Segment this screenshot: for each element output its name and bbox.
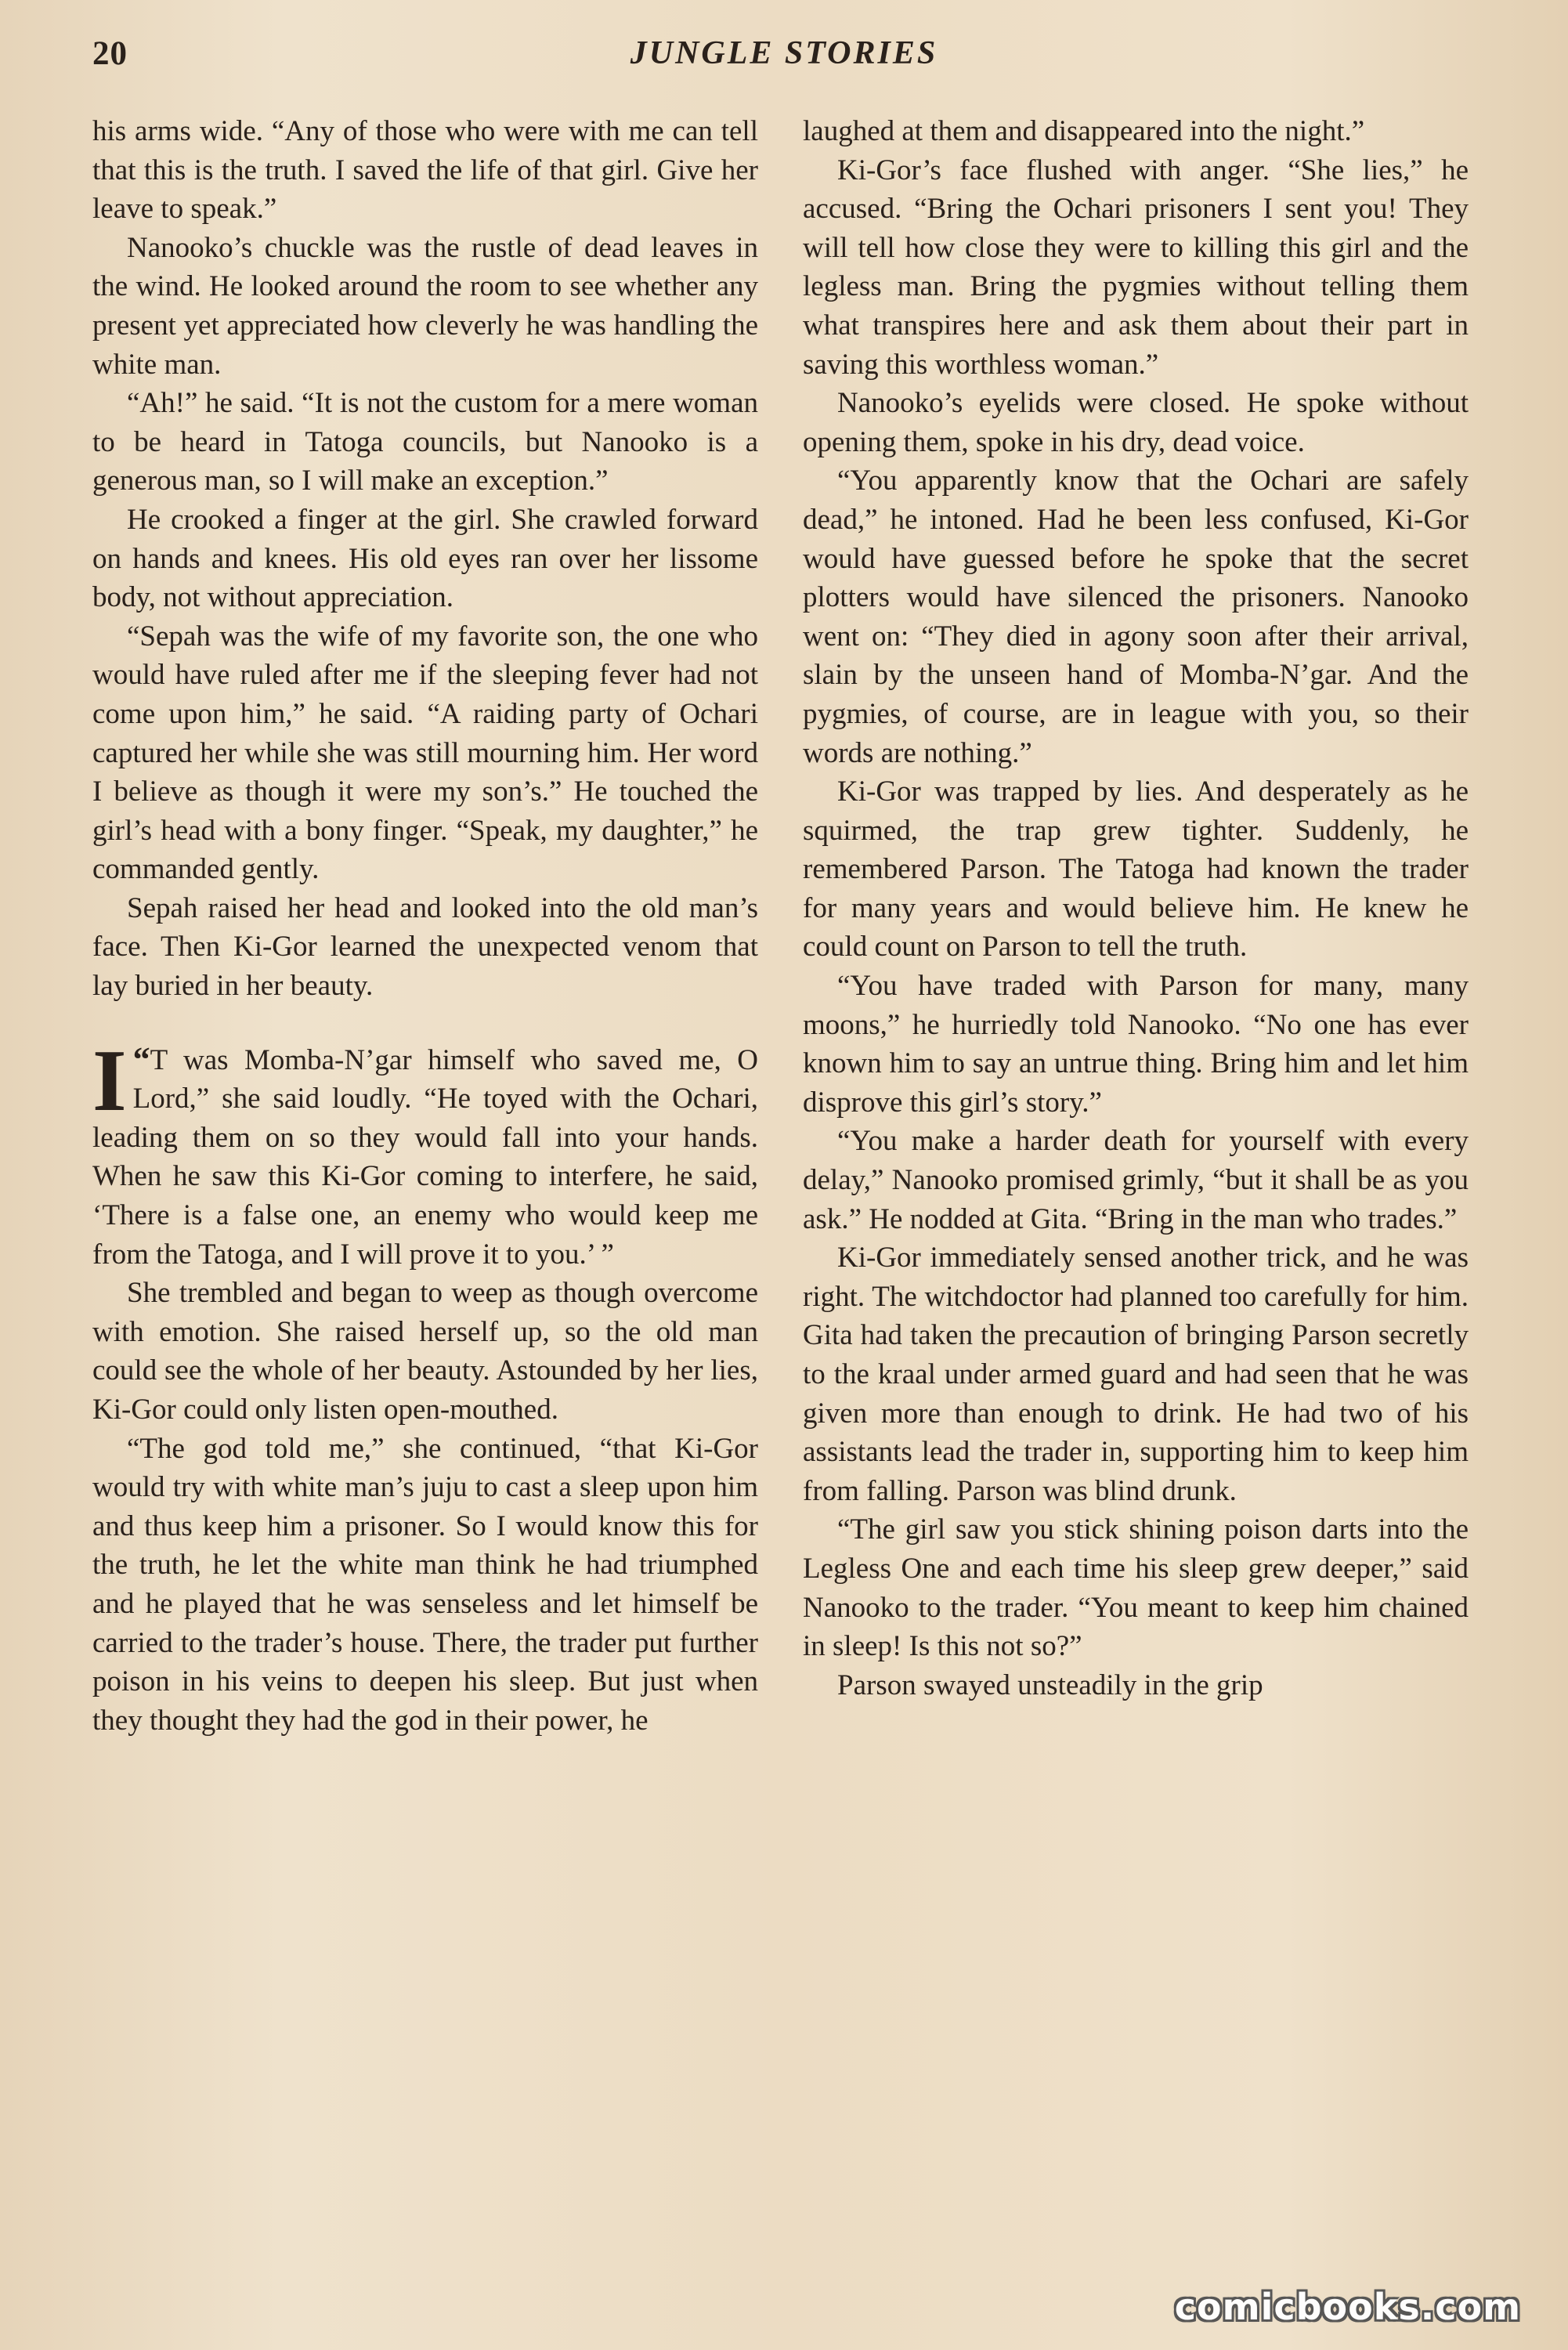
paragraph: “The god told me,” she continued, “that Ki-Gor would try with white man’s juju to cast a sleep upon him and thus keep him a prisoner. So I would know this for the truth, he let the white man think he had triumphed and he played that he was senseless and let himself be carried to the trader’s house. There, the trader put further poison in his veins to deepen his sleep. But just when they thought they had the god in their power, he [92, 1432, 758, 1737]
opening-quote-mark: “ [132, 1039, 150, 1079]
paragraph: his arms wide. “Any of those who were with me can tell that this is the truth. I saved the life of that girl. Give her leave to speak.” [92, 115, 758, 226]
drop-cap: I [92, 1032, 127, 1130]
paragraph: Ki-Gor immediately sensed another trick, and he was right. The witchdoctor had planned too carefully for him. Gita had taken the precaution of bringing Parson secretly to the kraal under armed guard and had seen that he was given more than enough to drink. He had two of his assistants lead the trader in, supporting him to keep him from falling. Parson was blind drunk. [803, 1242, 1469, 1507]
page-header [0, 34, 1568, 89]
paragraph: laughed at them and disappeared into the night.” [803, 115, 1365, 147]
paragraph: “Sepah was the wife of my favorite son, the one who would have ruled after me if the sleeping fever had not come upon him,” he said. “A raiding party of Ochari captured her while she was still mourning him. Her word I believe as though it were my son’s.” He touched the girl’s head with a bony finger. “Speak, my daughter,” he commanded gently. [92, 620, 758, 886]
site-watermark: comicbooks.com [1174, 2286, 1521, 2328]
paragraph: She trembled and began to weep as though overcome with emotion. She raised herself up, so the old man could see the whole of her beauty. Astounded by her lies, Ki-Gor could only listen open-mouthed. [92, 1277, 758, 1426]
right-column [803, 112, 1469, 1705]
paragraph: Ki-Gor was trapped by lies. And desperately as he squirmed, the trap grew tighter. Suddenly, he remembered Parson. The Tatoga had known the trader for many years and would believe him. He knew he could count on Parson to tell the truth. [803, 776, 1469, 964]
running-title: JUNGLE STORIES [630, 35, 938, 71]
paragraph: Ki-Gor’s face flushed with anger. “She lies,” he accused. “Bring the Ochari prisoners I sent you! They will tell how close they were to killing this girl and the legless man. Bring the pygmies without telling them what transpires here and ask them about their part in saving this worthless woman.” [803, 154, 1469, 381]
paragraph: Nanooko’s chuckle was the rustle of dead leaves in the wind. He looked around the room to see whether any present yet appreciated how cleverly he was handling the white man. [92, 231, 758, 381]
page-number: 20 [92, 35, 128, 72]
left-column [92, 112, 758, 1740]
paragraph: “Ah!” he said. “It is not the custom for a mere woman to be heard in Tatoga councils, but Nanooko is a generous man, so I will make an exception.” [92, 387, 758, 497]
section-opening-paragraph [92, 1032, 758, 1274]
paragraph: Nanooko’s eyelids were closed. He spoke without opening them, spoke in his dry, dead voice. [803, 387, 1469, 458]
paragraph: “You apparently know that the Ochari are safely dead,” he intoned. Had he been less confused, Ki-Gor would have guessed before he spoke that the secret plotters would have silenced the prisoners. Nanooko went on: “They died in agony soon after their arrival, slain by the unseen hand of Momba-N’gar. And the pygmies, of course, are in league with you, so their words are nothing.” [803, 465, 1469, 769]
paragraph: He crooked a finger at the girl. She crawled forward on hands and knees. His old eyes ran over her lissome body, not without appreciation. [92, 503, 758, 614]
paragraph: Parson swayed unsteadily in the grip [837, 1668, 1263, 1701]
paragraph: “You have traded with Parson for many, many moons,” he hurriedly told Nanooko. “No one has ever known him to say an untrue thing. Bring him and let him disprove this girl’s story.” [803, 970, 1469, 1119]
paragraph: Sepah raised her head and looked into the old man’s face. Then Ki-Gor learned the unexpected venom that lay buried in her beauty. [92, 891, 758, 1003]
paragraph: “You make a harder death for yourself with every delay,” Nanooko promised grimly, “but it shall be as you ask.” He nodded at Gita. “Bring in the man who trades.” [803, 1125, 1469, 1235]
section-opening-text: T was Momba-N’gar himself who saved me, O Lord,” she said loudly. “He toyed with the Ochari, leading them on so they would fall into your hands. When he saw this Ki-Gor coming to interfere, he said, ‘There is a false one, an enemy who would keep me from the Tatoga, and I will prove it to you.’ ” [92, 1043, 758, 1271]
paragraph: “The girl saw you stick shining poison darts into the Legless One and each time his sleep grew deeper,” said Nanooko to the trader. “You meant to keep him chained in sleep! Is this not so?” [803, 1513, 1469, 1663]
